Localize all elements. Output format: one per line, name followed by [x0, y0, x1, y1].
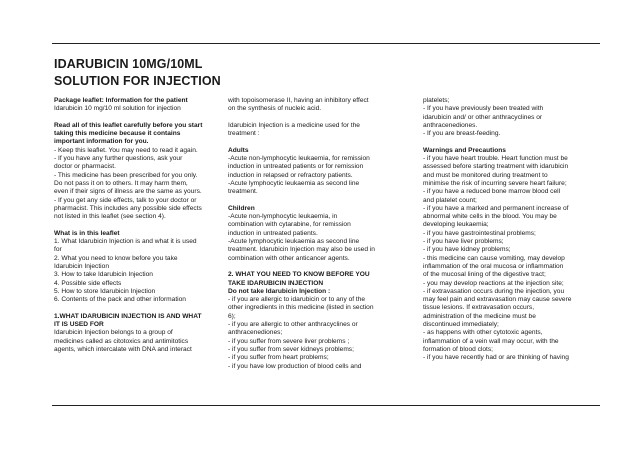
text-line: administration of the medicine must be [423, 312, 536, 320]
text-line: Idarubicin Injection is a medicine used for the [228, 121, 360, 129]
paragraph-gap [54, 114, 214, 122]
text-line: - if you have heart trouble. Heart function must be [423, 155, 568, 163]
text-line: - If you have previously been treated with [423, 105, 544, 113]
text-column-1 [54, 97, 214, 354]
text-line: idarubicin and/ or other anthracyclines or [423, 113, 543, 121]
text-line: - if extravasation occurs during the injection, you [423, 287, 565, 295]
text-line: -Acute lymphocytic leukaemia as second line [228, 179, 360, 187]
section-heading: What is in this leaflet [54, 229, 120, 237]
text-line: -Acute lymphocytic leukaemia as second line [228, 238, 360, 246]
text-line: - If you get any side effects, talk to your doctor or [54, 196, 197, 204]
section-heading: 1.WHAT IDARUBICIN INJECTION IS AND WHAT [54, 312, 202, 320]
text-line: - if you suffer from severe liver problems ; [228, 337, 350, 345]
text-line: treatment. [228, 188, 258, 196]
text-line: developing leukaemia; [423, 221, 489, 229]
bottom-rule [52, 405, 600, 406]
text-line: anthracenediones; [228, 329, 283, 337]
title-line-2: SOLUTION FOR INJECTION [54, 74, 221, 88]
text-line: inflammation of a vein wall may occur, with the [423, 337, 559, 345]
text-line: anthracenediones. [423, 121, 478, 129]
paragraph-gap [54, 304, 214, 312]
text-line: -Acute non-lymphocytic leukaemia, in [228, 213, 338, 221]
text-line: inflammation of the oral mucosa or inflammation [423, 262, 564, 270]
section-heading: Package leaflet: Information for the patient [54, 97, 188, 104]
text-line: - if you have gastrointestinal problems; [423, 229, 536, 237]
text-line: on the synthesis of nucleic acid. [228, 105, 322, 113]
text-line: 6); [228, 312, 236, 320]
text-line: - as happens with other cytotoxic agents, [423, 329, 543, 337]
top-rule [52, 43, 600, 44]
text-line: pharmacist. This includes any possible side effects [54, 204, 202, 212]
paragraph-gap [228, 114, 398, 122]
text-line: treatment : [228, 130, 260, 138]
text-line: may feel pain and extravasation may cause severe [423, 296, 572, 304]
text-line: induction in relapsed or refractory patients. [228, 171, 353, 179]
text-line: - if you are allergic to other anthracyclines or [228, 321, 358, 329]
text-line: tissue lesions. If extravasation occurs, [423, 304, 535, 312]
text-line: agents, which intercalate with DNA and interact [54, 345, 192, 353]
section-heading: Adults [228, 146, 249, 154]
text-line: Idarubicin Injection belongs to a group of [54, 329, 173, 337]
text-column-2 [228, 97, 398, 371]
text-line: - you may develop reactions at the injection site; [423, 279, 564, 287]
text-line: 3. How to take Idarubicin Injection [54, 271, 153, 279]
text-line: - If you are breast-feeding. [423, 130, 501, 138]
text-line: minimise the risk of incurring severe heart failure; [423, 179, 567, 187]
section-heading: Children [228, 204, 255, 212]
text-line: not listed in this leaflet (see section 4). [54, 213, 166, 221]
text-line: - This medicine has been prescribed for you only. [54, 171, 198, 179]
text-line: - if you suffer from sever kidneys problems; [228, 345, 354, 353]
section-heading: Read all of this leaflet carefully before you start [54, 121, 203, 129]
text-line: - this medicine can cause vomiting, may develop [423, 254, 565, 262]
text-line: formation of blood clots; [423, 345, 494, 353]
text-line: - if you have recently had or are thinking of having [423, 354, 569, 362]
text-line: other ingredients in this medicine (listed in section [228, 304, 374, 312]
text-line: 1. What Idarubicin Injection is and what it is used [54, 238, 197, 246]
section-heading: TAKE IDARUBICIN INJECTION [228, 279, 324, 287]
text-line: 4. Possible side effects [54, 279, 122, 287]
text-line: and must be monitored during treatment to [423, 171, 548, 179]
text-line: - if you have liver problems; [423, 238, 504, 246]
paragraph-gap [423, 138, 603, 146]
text-line: Do not pass it on to others. It may harm them, [54, 179, 188, 187]
text-line: -Acute non-lymphocytic leukaemia, for remission [228, 155, 370, 163]
text-line: with topoisomerase II, having an inhibitory effect [228, 97, 369, 104]
text-line: medicines called as citotoxics and antimitotics [54, 337, 189, 345]
text-line: Idarubicin Injection [54, 262, 109, 270]
paragraph-gap [228, 197, 398, 205]
text-line: of the mucosal lining of the digestive tract; [423, 271, 546, 279]
text-line: - if you are allergic to idarubicin or to any of the [228, 296, 366, 304]
text-line: Idarubicin 10 mg/10 ml solution for injection [54, 105, 181, 113]
text-line: - Keep this leaflet. You may need to read it again. [54, 146, 198, 154]
text-line: combination with other anticancer agents. [228, 254, 350, 262]
text-line: 5. How to store Idarubicin Injection [54, 287, 156, 295]
section-heading: Warnings and Precautions [423, 146, 506, 154]
title-line-1: IDARUBICIN 10MG/10ML [54, 57, 203, 71]
section-heading: important information for you. [54, 138, 149, 146]
section-heading: IT IS USED FOR [54, 321, 104, 329]
text-line: induction in untreated patients. [228, 229, 318, 237]
text-line: induction in untreated patients or for remission [228, 163, 364, 171]
text-line: doctor or pharmacist. [54, 163, 116, 171]
text-line: platelets; [423, 97, 450, 104]
text-line: for [54, 246, 62, 254]
paragraph-gap [228, 138, 398, 146]
text-line: and platelet count; [423, 196, 477, 204]
text-line: - if you have kidney problems; [423, 246, 511, 254]
section-heading: taking this medicine because it contains [54, 130, 181, 138]
paragraph-gap [228, 263, 398, 271]
text-line: - if you have low production of blood cells and [228, 362, 362, 370]
text-line: 2. What you need to know before you take [54, 254, 178, 262]
text-line: - if you have a reduced bone marrow blood cell [423, 188, 561, 196]
text-line: assessed before starting treatment with idarubicin [423, 163, 569, 171]
document-title [54, 56, 294, 90]
text-line: 6. Contents of the pack and other information [54, 296, 186, 304]
text-line: even if their signs of illness are the same as yours. [54, 188, 202, 196]
paragraph-gap [54, 221, 214, 229]
text-line: - If you have any further questions, ask your [54, 155, 183, 163]
text-line: discontinued immediately; [423, 321, 499, 329]
text-line: - if you suffer from heart problems; [228, 354, 329, 362]
text-line: - if you have a marked and permanent increase of [423, 204, 569, 212]
section-heading: Do not take Idarubicin Injection : [228, 287, 331, 295]
text-line: abnormal white cells in the blood. You may be [423, 213, 557, 221]
text-column-3 [423, 97, 603, 363]
section-heading: 2. WHAT YOU NEED TO KNOW BEFORE YOU [228, 271, 370, 279]
text-line: combination with cytarabine, for remission [228, 221, 351, 229]
text-line: treatment. Idarubicin Injection may also be used in [228, 246, 375, 254]
